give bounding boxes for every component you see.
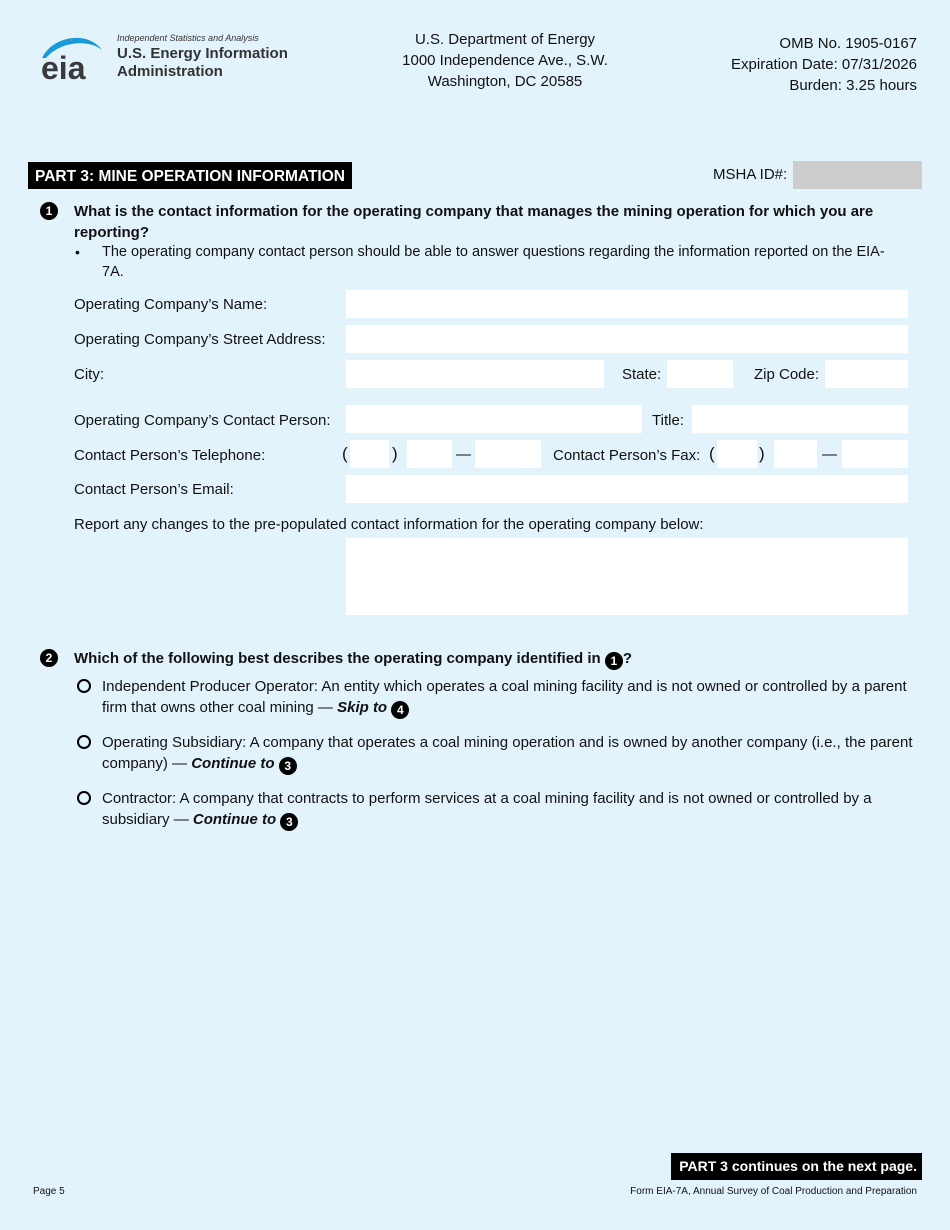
state-field[interactable] bbox=[667, 360, 733, 388]
option-subsidiary-radio[interactable] bbox=[77, 735, 91, 749]
logo-agency-name: U.S. Energy Information Administration bbox=[117, 45, 288, 80]
question-1-ref: 1 bbox=[605, 652, 623, 670]
fax-area-code-field[interactable] bbox=[717, 440, 757, 468]
fax-close-paren: ) bbox=[759, 444, 765, 463]
fax-label: Contact Person’s Fax: bbox=[553, 447, 701, 464]
fax-line-field[interactable] bbox=[842, 440, 908, 468]
msha-id-field[interactable] bbox=[793, 161, 922, 189]
state-label: State: bbox=[622, 366, 662, 383]
option-subsidiary-text: Operating Subsidiary: A company that operates a coal mining operation and is owned by another company (i.e., the parent company) — Continue to 3 bbox=[102, 734, 913, 773]
email-field[interactable] bbox=[346, 475, 908, 503]
question-2-number: 2 bbox=[40, 649, 58, 667]
telephone-close-paren: ) bbox=[392, 444, 398, 463]
telephone-label: Contact Person’s Telephone: bbox=[74, 447, 266, 464]
burden: Burden: 3.25 hours bbox=[789, 77, 917, 94]
agency-line2: 1000 Independence Ave., S.W. bbox=[402, 52, 608, 69]
contact-person-label: Operating Company’s Contact Person: bbox=[74, 412, 331, 429]
agency-line3: Washington, DC 20585 bbox=[427, 73, 583, 90]
option-contractor-radio[interactable] bbox=[77, 791, 91, 805]
company-name-label: Operating Company’s Name: bbox=[74, 296, 268, 313]
telephone-open-paren: ( bbox=[342, 444, 348, 463]
question-2-text: Which of the following best describes the operating company identified in 1 ? bbox=[74, 650, 633, 668]
omb-number: OMB No. 1905-0167 bbox=[779, 35, 917, 52]
question-1-text: What is the contact information for the operating company that manages the mining operation for which you are reporting? bbox=[74, 203, 874, 241]
fax-dash: — bbox=[822, 446, 837, 463]
eia-logo bbox=[40, 30, 310, 86]
option-independent-text: Independent Producer Operator: An entity which operates a coal mining facility and is not owned or controlled by a parent firm that owns other coal mining — Skip to 4 bbox=[102, 678, 907, 717]
zip-label: Zip Code: bbox=[754, 366, 820, 383]
omb-info bbox=[731, 33, 917, 96]
page-number: Page 5 bbox=[33, 1186, 65, 1197]
option-contractor-text: Contractor: A company that contracts to perform services at a coal mining facility and is not owned or controlled by a subsidiary — Continue to 3 bbox=[102, 790, 872, 829]
title-label: Title: bbox=[652, 412, 684, 429]
zip-field[interactable] bbox=[825, 360, 908, 388]
question-1-bullet: The operating company contact person should be able to answer questions regarding the information reported on the EIA-7A. bbox=[102, 244, 885, 280]
city-field[interactable] bbox=[346, 360, 604, 388]
contact-person-field[interactable] bbox=[346, 405, 642, 433]
telephone-dash: — bbox=[456, 446, 471, 463]
telephone-prefix-field[interactable] bbox=[407, 440, 452, 468]
agency-line1: U.S. Department of Energy bbox=[414, 31, 596, 48]
city-label: City: bbox=[74, 366, 104, 383]
street-address-field[interactable] bbox=[346, 325, 908, 353]
continue-target: 3 bbox=[280, 813, 298, 831]
question-1-number: 1 bbox=[40, 202, 58, 220]
agency-address bbox=[345, 29, 665, 92]
msha-id-label: MSHA ID#: bbox=[713, 166, 788, 183]
changes-textarea[interactable] bbox=[346, 538, 908, 615]
option-independent-radio[interactable] bbox=[77, 679, 91, 693]
skip-target: 4 bbox=[391, 701, 409, 719]
company-name-field[interactable] bbox=[346, 290, 908, 318]
changes-label: Report any changes to the pre-populated contact information for the operating company below: bbox=[74, 516, 704, 533]
expiration-date: Expiration Date: 07/31/2026 bbox=[731, 56, 917, 73]
email-label: Contact Person’s Email: bbox=[74, 481, 234, 498]
continues-banner: PART 3 continues on the next page. bbox=[671, 1153, 922, 1180]
title-field[interactable] bbox=[692, 405, 908, 433]
telephone-area-code-field[interactable] bbox=[350, 440, 389, 468]
logo-tagline: Independent Statistics and Analysis bbox=[117, 33, 259, 43]
form-name: Form EIA-7A, Annual Survey of Coal Production and Preparation bbox=[630, 1186, 917, 1197]
bullet-dot: • bbox=[75, 244, 80, 260]
fax-open-paren: ( bbox=[709, 444, 715, 463]
fax-prefix-field[interactable] bbox=[774, 440, 817, 468]
telephone-line-field[interactable] bbox=[475, 440, 541, 468]
continue-target: 3 bbox=[279, 757, 297, 775]
eia-logo-mark bbox=[40, 32, 114, 84]
logo-wordmark: eia bbox=[41, 50, 86, 84]
street-address-label: Operating Company’s Street Address: bbox=[74, 331, 326, 348]
part-title: PART 3: MINE OPERATION INFORMATION bbox=[28, 162, 352, 189]
